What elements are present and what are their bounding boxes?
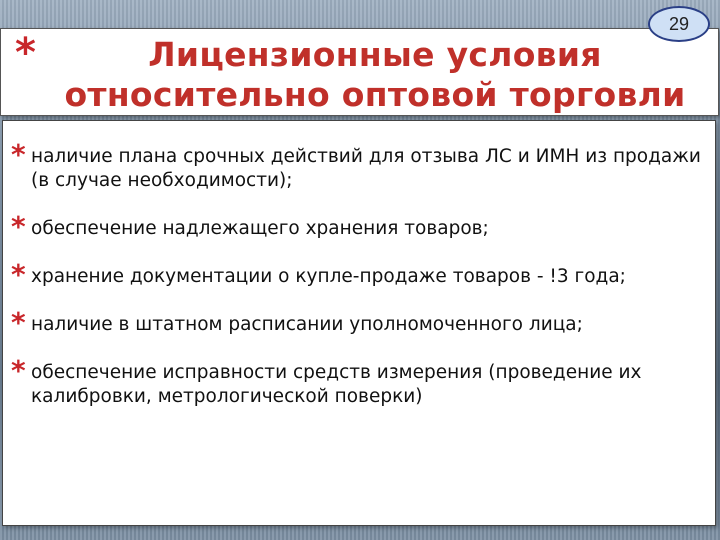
page-number-badge: 29 <box>648 6 710 42</box>
title-bullet-icon: * <box>15 30 36 76</box>
bullet-text: хранение документации о купле-продаже товаров - !3 года; <box>31 266 626 287</box>
bullet-icon: * <box>11 138 26 171</box>
bullet-text: обеспечение исправности средств измерения (проведение их калибровки, метрологической поверки) <box>31 362 642 407</box>
list-item <box>11 138 701 193</box>
bullet-text: наличие плана срочных действий для отзыва ЛС и ИМН из продажи (в случае необходимости); <box>31 146 701 191</box>
slide-title: Лицензионные условия относительно оптовой торговли <box>64 35 686 114</box>
bullet-icon: * <box>11 306 26 339</box>
bullet-icon: * <box>11 210 26 243</box>
list-item <box>11 258 701 291</box>
list-item <box>11 354 701 409</box>
bullet-icon: * <box>11 258 26 291</box>
content-box <box>2 120 716 526</box>
list-item <box>11 306 701 339</box>
bullet-text: обеспечение надлежащего хранения товаров; <box>31 218 489 239</box>
bullet-icon: * <box>11 354 26 387</box>
title-box <box>0 28 719 116</box>
bullet-list <box>11 138 701 433</box>
list-item <box>11 210 701 243</box>
bullet-text: наличие в штатном расписании уполномоченного лица; <box>31 314 583 335</box>
